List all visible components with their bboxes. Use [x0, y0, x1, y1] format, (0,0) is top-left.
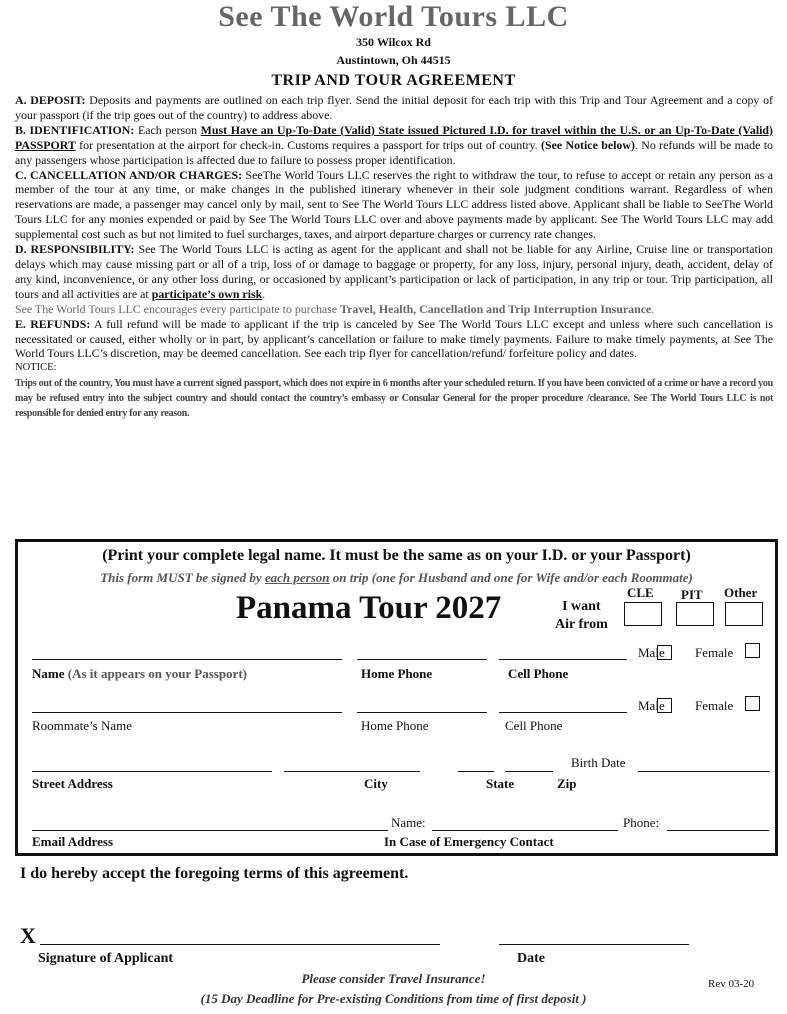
- emergency-phone-field[interactable]: [667, 830, 769, 831]
- name-field[interactable]: [32, 659, 342, 660]
- form-subtitle: [18, 570, 775, 586]
- form-subtitle-each-person: each person: [264, 570, 330, 585]
- notice-text: Trips out of the country, You must have a current signed passport, which does not expire in 6 months after your scheduled return. If you have been convicted of a crime or have a record you may be refused entry into the subject country and should contact the country’s embassy or Consular General for the proper procedure /clearance. See The World Tours LLC is not responsible for denied entry for any reason.: [15, 378, 773, 420]
- agreement-title: TRIP AND TOUR AGREEMENT: [271, 72, 516, 89]
- roommate-home-phone-label: Home Phone: [361, 718, 429, 733]
- encourage-text: See The World Tours LLC encourages every participate to purchase: [15, 301, 341, 316]
- cell-phone-field[interactable]: [499, 659, 627, 660]
- encourage-insurance-types: Travel, Health, Cancellation and Trip Interruption Insurance: [340, 301, 652, 316]
- cell-phone-label: Cell Phone: [508, 666, 569, 681]
- cancellation-clause: [15, 168, 773, 243]
- roommate-cell-phone-label: Cell Phone: [505, 718, 563, 733]
- identification-text-1: Each person: [134, 122, 201, 137]
- emergency-name-field[interactable]: [432, 830, 618, 831]
- responsibility-clause: [15, 242, 773, 302]
- form-subtitle-1: This form MUST be signed by: [100, 570, 265, 585]
- cancellation-text: SeeThe World Tours LLC reserves the right to withdraw the tour, to refuse to accept or retain any person as a member of the tour at any time, or make changes in the published itinerary whenever in their sole judgment conditions warrant. Regardless of when reservations are made, a passenger may cancel only by mail, sent to See The World Tours LLC address listed above. Applicant shall be liable to SeeThe World Tours LLC for any monies expended or paid by See The World Tours LLC over and above payments made by applicant. See The World Tours LLC may add supplemental cost such as but not limited to fuel surcharges, taxes, and airport departure charges or currency rate changes.: [15, 167, 773, 242]
- identification-heading: B. IDENTIFICATION:: [15, 122, 135, 137]
- emergency-phone-label: Phone:: [623, 815, 660, 830]
- deposit-heading: A. DEPOSIT:: [15, 93, 86, 107]
- identification-clause: [15, 123, 773, 168]
- home-phone-field[interactable]: [357, 659, 487, 660]
- identification-text-3: . No refunds will be made to any passengers whose participation is affected due to failure to possess proper identification.: [15, 137, 773, 167]
- insurance-encouragement: [15, 302, 773, 317]
- revision-label: Rev 03-20: [708, 978, 755, 990]
- own-risk: participate’s own risk: [151, 286, 263, 301]
- female-checkbox[interactable]: [745, 643, 760, 658]
- city-field[interactable]: [284, 771, 420, 772]
- responsibility-end: .: [262, 286, 266, 301]
- date-label: Date: [517, 951, 545, 966]
- registration-form: [15, 539, 778, 856]
- email-field[interactable]: [32, 830, 388, 831]
- street-address: 350 Wilcox Rd: [356, 35, 431, 49]
- responsibility-heading: D. RESPONSIBILITY:: [15, 242, 135, 257]
- deposit-clause: [15, 93, 773, 123]
- city-label: City: [364, 776, 388, 791]
- roommate-female-checkbox[interactable]: [745, 696, 760, 711]
- male-label: Male: [638, 645, 665, 660]
- home-phone-label: Home Phone: [361, 666, 433, 681]
- state-field[interactable]: [458, 771, 494, 772]
- air-label-line-1: I want: [562, 599, 601, 614]
- email-label: Email Address: [32, 834, 114, 849]
- air-label: [555, 598, 608, 634]
- identification-requirement: Must Have an Up-To-Date (Valid) State issued Pictured I.D. for travel within the U.S. or an Up-To-Date (Valid) PASSPORT: [15, 122, 774, 152]
- zip-field[interactable]: [505, 771, 553, 772]
- roommate-name-label: Roommate’s Name: [32, 718, 133, 733]
- male-checkbox[interactable]: [657, 645, 672, 660]
- name-label-main: Name: [32, 666, 65, 681]
- city-address: Austintown, Oh 44515: [336, 53, 451, 67]
- emergency-contact-label: In Case of Emergency Contact: [384, 834, 554, 849]
- female-label: Female: [695, 645, 734, 660]
- encourage-end: .: [651, 301, 655, 316]
- roommate-name-field[interactable]: [32, 712, 342, 713]
- roommate-female-label: Female: [695, 698, 734, 713]
- air-option-other-label: Other: [724, 585, 758, 600]
- air-label-line-2: Air from: [555, 617, 608, 632]
- zip-label: Zip: [557, 776, 577, 791]
- signature-x-mark: X: [20, 923, 36, 948]
- name-label-note: (As it appears on your Passport): [64, 666, 247, 681]
- identification-text-2: for presentation at the airport for check-in. Customs requires a passport for trips out of country.: [75, 137, 542, 152]
- air-option-cle-box[interactable]: [624, 602, 662, 626]
- form-title: (Print your complete legal name. It must be the same as on your I.D. or your Passport): [102, 547, 691, 564]
- insurance-note: Please consider Travel Insurance!: [301, 971, 486, 986]
- birth-date-field[interactable]: [638, 771, 770, 772]
- date-field[interactable]: [499, 944, 689, 945]
- acceptance-statement: I do hereby accept the foregoing terms of this agreement.: [20, 865, 409, 882]
- company-name: See The World Tours LLC: [218, 0, 569, 33]
- signature-field[interactable]: [40, 944, 440, 945]
- street-address-field[interactable]: [32, 771, 272, 772]
- state-label: State: [486, 776, 515, 791]
- notice-heading: NOTICE:: [15, 362, 57, 374]
- responsibility-text: See The World Tours LLC is acting as agent for the applicant and shall not be liable for any Airline, Cruise line or transportation delays which may cause missing part or all of a trip, loss of or damage to baggage or property, for any loss, injury, personal injury, death, accident, delay of any kind, inconvenience, or any other loss during, or occasioned by applicant’s participation or lack of participation, in any trip or tour. Trip participation, all tours and all activities are at: [15, 242, 773, 301]
- refunds-heading: E. REFUNDS:: [15, 316, 91, 331]
- tour-name: Panama Tour 2027: [236, 590, 502, 626]
- roommate-male-checkbox[interactable]: [657, 698, 672, 713]
- form-subtitle-2: on trip (one for Husband and one for Wife and/or each Roommate): [329, 570, 693, 585]
- refunds-text: A full refund will be made to applicant if the trip is canceled by See The World Tours LLC except and unless where such cancellation is necessitated or caused, either wholly or in part, by applicant’s cancellation or failure to make timely payments. Failure to make timely payments, at See The World Tours LLC’s discretion, may be deemed cancellation. See each trip flyer for cancellation/refund/ forfeiture policy and dates.: [15, 316, 773, 361]
- air-option-pit-box[interactable]: [676, 602, 714, 626]
- street-address-label: Street Address: [32, 776, 113, 791]
- air-option-pit-label: PIT: [681, 587, 703, 602]
- terms-section: [15, 93, 773, 421]
- refunds-clause: [15, 317, 773, 362]
- see-notice: (See Notice below): [541, 137, 635, 152]
- emergency-name-label: Name:: [391, 815, 426, 830]
- cancellation-heading: C. CANCELLATION AND/OR CHARGES:: [15, 167, 243, 182]
- roommate-home-phone-field[interactable]: [357, 712, 487, 713]
- air-option-cle-label: CLE: [627, 585, 654, 600]
- deposit-text: Deposits and payments are outlined on each trip flyer. Send the initial deposit for each trip with this Trip and Tour Agreement and a copy of your passport (if the trip goes out of the country) to address above.: [15, 93, 773, 122]
- air-option-other-box[interactable]: [725, 602, 763, 626]
- roommate-cell-phone-field[interactable]: [499, 712, 627, 713]
- name-label: [32, 666, 247, 682]
- birth-date-label: Birth Date: [571, 755, 626, 770]
- roommate-male-label: Male: [638, 698, 665, 713]
- deadline-note: (15 Day Deadline for Pre-existing Conditions from time of first deposit ): [200, 991, 587, 1006]
- signature-label: Signature of Applicant: [38, 951, 174, 966]
